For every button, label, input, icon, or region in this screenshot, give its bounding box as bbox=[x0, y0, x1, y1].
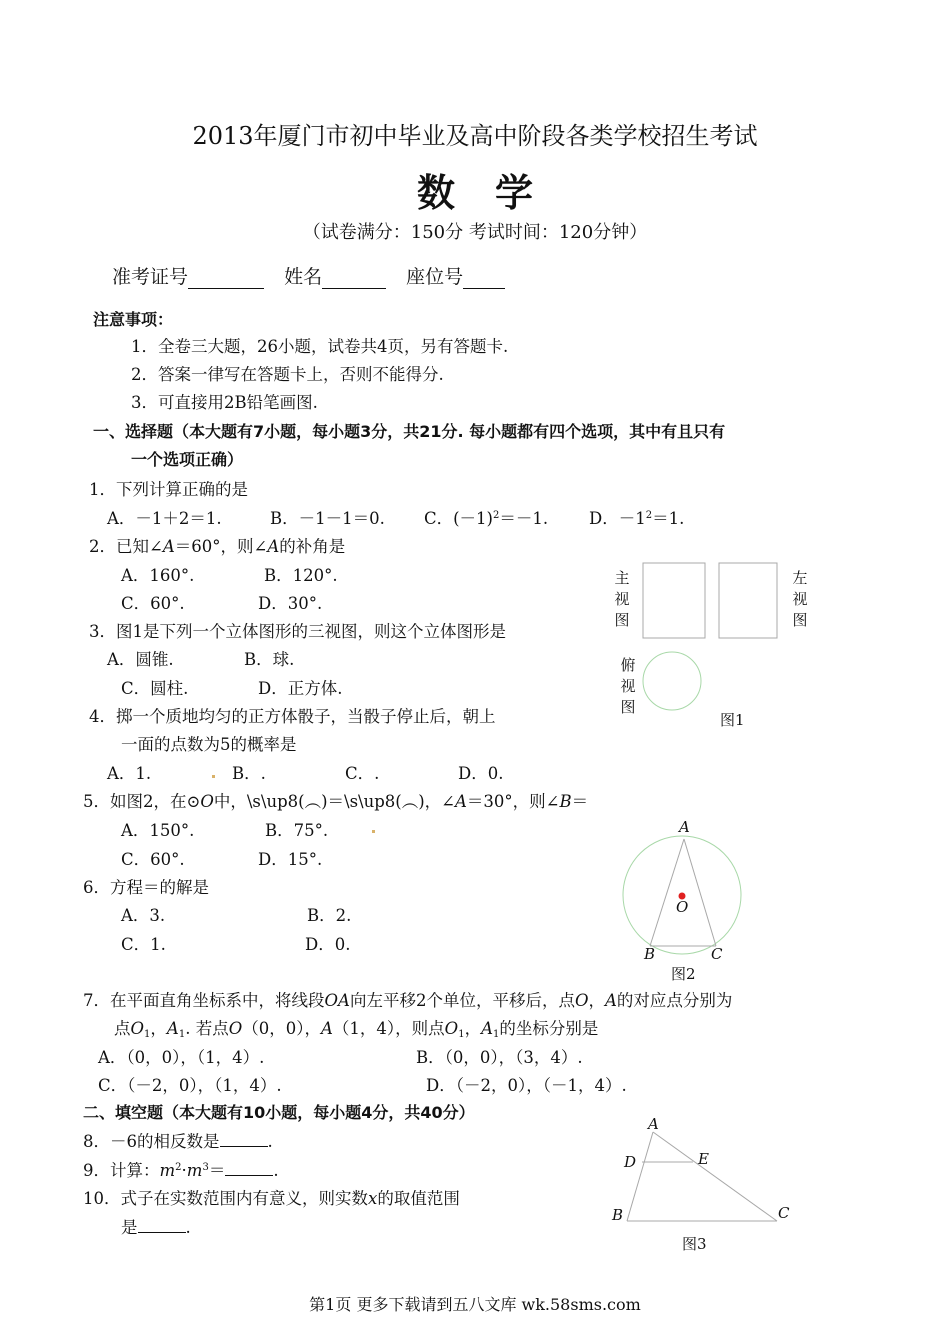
q7-stem-line2: 点$O_1$，$A_1$. 若点O（0，0），A（1，4），则点$O_1$，$A_1$的坐标分别是 bbox=[114, 1019, 599, 1040]
exam-title: 2013年厦门市初中毕业及高中阶段各类学校招生考试 bbox=[192, 122, 758, 150]
fig2-caption: 图2 bbox=[671, 965, 696, 983]
notice-item-3: 3．可直接用2B铅笔画图. bbox=[131, 393, 318, 412]
notice-heading: 注意事项： bbox=[93, 310, 174, 329]
notice-item-2: 2．答案一律写在答题卡上，否则不能得分. bbox=[131, 365, 444, 384]
q10-answer-blank bbox=[138, 1216, 186, 1233]
fig2-label-c: C bbox=[711, 945, 723, 963]
fig3-label-e: E bbox=[698, 1150, 709, 1168]
q4-option-d: D．0. bbox=[458, 764, 504, 783]
q2-option-a: A．160°. bbox=[121, 566, 195, 585]
stray-dot bbox=[212, 775, 215, 778]
name-label: 姓名 bbox=[284, 266, 323, 288]
q7-stem-line1: 7．在平面直角坐标系中，将线段OA向左平移2个单位，平移后，点O，A的对应点分别为 bbox=[83, 991, 733, 1010]
stray-dot bbox=[372, 830, 375, 833]
q3-option-a: A．圆锥. bbox=[107, 650, 174, 669]
fig3-side-ac bbox=[653, 1132, 777, 1221]
q5-option-b: B．75°. bbox=[265, 821, 329, 840]
fig1-front-label: 主视图 bbox=[614, 569, 630, 629]
q3-option-b: B．球. bbox=[244, 650, 295, 669]
fig3-label-c: C bbox=[778, 1204, 790, 1222]
q2-option-c: C．60°. bbox=[121, 594, 185, 613]
fig2-side-ab bbox=[650, 839, 684, 946]
q8-answer-blank bbox=[220, 1130, 268, 1147]
notice-item-1: 1．全卷三大题，26小题，试卷共4页，另有答题卡. bbox=[131, 337, 509, 356]
q5-option-a: A．150°. bbox=[121, 821, 195, 840]
q1-option-d: D．$-1^2=1$. bbox=[589, 509, 685, 528]
fig1-front-view bbox=[643, 563, 705, 638]
fig3-label-a: A bbox=[648, 1115, 659, 1133]
exam-meta: （试卷满分：150分 考试时间：120分钟） bbox=[302, 222, 648, 243]
fig2-drawing bbox=[620, 830, 750, 960]
q6-option-b: B．2. bbox=[307, 906, 352, 925]
page-footer: 第1页 更多下载请到五八文库 wk.58sms.com bbox=[309, 1295, 641, 1314]
fig1-side-view bbox=[719, 563, 777, 638]
q7-option-b: B．（0，0），（3，4）. bbox=[416, 1048, 583, 1067]
q4-option-b: B．. bbox=[232, 764, 266, 783]
q1-option-a: A．－1＋2＝1. bbox=[107, 509, 222, 528]
fig1-top-label: 俯视图 bbox=[620, 656, 636, 716]
q6-stem: 6．方程＝的解是 bbox=[83, 878, 209, 897]
q5-option-d: D．15°. bbox=[258, 850, 323, 869]
fig3-side-ab bbox=[627, 1132, 653, 1221]
q5-stem: 5．如图2，在⊙O中，\s\up8(︵)＝\s\up8(︵)，∠A＝30°，则∠B＝ bbox=[83, 792, 589, 811]
q1-stem: 1．下列计算正确的是 bbox=[89, 480, 248, 499]
id-blank bbox=[188, 268, 264, 289]
fig3-caption: 图3 bbox=[682, 1235, 707, 1253]
q4-stem-line1: 4．掷一个质地均匀的正方体骰子，当骰子停止后，朝上 bbox=[89, 707, 496, 726]
fig2-label-o: O bbox=[676, 898, 689, 916]
subject-title: 数学 bbox=[416, 170, 573, 215]
q6-option-d: D．0. bbox=[305, 935, 351, 954]
name-blank bbox=[322, 268, 386, 289]
q10-stem-line1: 10．式子在实数范围内有意义，则实数x的取值范围 bbox=[83, 1189, 460, 1208]
fig2-side-ac bbox=[684, 839, 716, 946]
fig1-caption: 图1 bbox=[720, 711, 745, 729]
candidate-info-line bbox=[112, 262, 505, 289]
fig3-label-d: D bbox=[624, 1153, 637, 1171]
q2-stem: 2．已知∠A＝60°，则∠A的补角是 bbox=[89, 537, 346, 556]
q3-option-c: C．圆柱. bbox=[121, 679, 189, 698]
q6-option-c: C．1. bbox=[121, 935, 166, 954]
id-label: 准考证号 bbox=[112, 266, 189, 288]
q7-option-d: D．（－2，0），（－1，4）. bbox=[426, 1076, 627, 1095]
q8-stem: 8．－6的相反数是 . bbox=[83, 1132, 273, 1151]
q3-option-d: D．正方体. bbox=[258, 679, 343, 698]
q7-option-a: A．（0，0），（1，4）. bbox=[98, 1048, 265, 1067]
q2-option-d: D．30°. bbox=[258, 594, 323, 613]
fig2-label-b: B bbox=[644, 945, 656, 963]
fig1-left-label: 左视图 bbox=[792, 569, 808, 629]
section1-heading-line1: 一、选择题（本大题有7小题，每小题3分，共21分. 每小题都有四个选项，其中有且只有 bbox=[93, 422, 726, 441]
q9-stem: 9．计算：$m^2\cdot m^3=$ . bbox=[83, 1161, 279, 1180]
section1-heading-line2: 一个选项正确） bbox=[131, 450, 244, 469]
seat-label: 座位号 bbox=[406, 266, 464, 288]
q2-option-b: B．120°. bbox=[264, 566, 338, 585]
seat-blank bbox=[463, 268, 505, 289]
q6-option-a: A．3. bbox=[121, 906, 166, 925]
q3-stem: 3．图1是下列一个立体图形的三视图，则这个立体图形是 bbox=[89, 622, 506, 641]
q9-answer-blank bbox=[225, 1159, 273, 1176]
fig1-top-view bbox=[643, 652, 701, 710]
fig2-label-a: A bbox=[679, 818, 690, 836]
fig3-drawing bbox=[620, 1125, 790, 1225]
q7-option-c: C．（－2，0），（1，4）. bbox=[98, 1076, 282, 1095]
section2-heading: 二、填空题（本大题有10小题，每小题4分，共40分） bbox=[83, 1103, 475, 1122]
q10-stem-line2: 是 . bbox=[121, 1218, 191, 1237]
q5-option-c: C．60°. bbox=[121, 850, 185, 869]
fig3-label-b: B bbox=[612, 1206, 624, 1224]
q1-option-b: B．－1－1＝0. bbox=[270, 509, 385, 528]
q4-option-a: A．1. bbox=[107, 764, 152, 783]
q4-option-c: C．. bbox=[345, 764, 380, 783]
q1-option-c: C．$(-1)^2=-1$. bbox=[424, 509, 549, 528]
q4-stem-line2: 一面的点数为5的概率是 bbox=[121, 735, 297, 754]
